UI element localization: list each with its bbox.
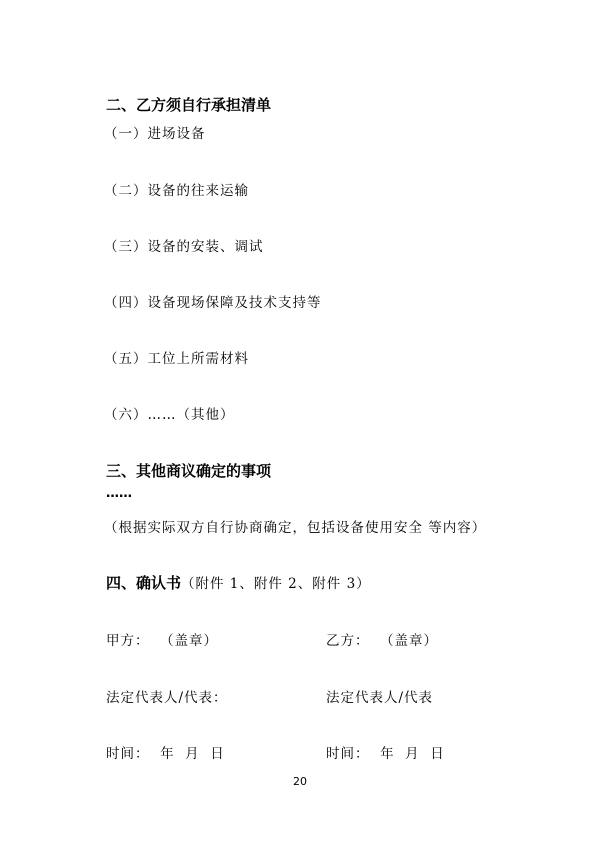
section-3-title: 三、其他商议确定的事项: [106, 462, 272, 480]
list-item: （一）进场设备: [104, 126, 206, 142]
section-4-line: [106, 572, 371, 593]
representative-a: 法定代表人/代表：: [106, 690, 228, 706]
party-a-seal: （盖章）: [160, 633, 218, 649]
section-4-title: 四、确认书: [106, 574, 182, 592]
list-item: （六）……（其他）: [104, 407, 235, 423]
section-4-attachments: （附件 1、附件 2、附件 3）: [181, 576, 371, 592]
page-number: 20: [293, 775, 307, 788]
list-item: （五）工位上所需材料: [104, 351, 249, 367]
representative-b: 法定代表人/代表: [326, 690, 434, 706]
time-b: 时间： 年 月 日: [326, 746, 445, 762]
party-a-label: 甲方：: [106, 633, 150, 649]
list-item: （二）设备的往来运输: [104, 183, 249, 199]
party-b-label: 乙方：: [326, 633, 370, 649]
list-item: （三）设备的安装、调试: [104, 239, 264, 255]
section-3-ellipsis: ……: [106, 486, 132, 501]
time-a: 时间： 年 月 日: [106, 746, 225, 762]
section-2-title: 二、乙方须自行承担清单: [106, 96, 272, 114]
list-item: （四）设备现场保障及技术支持等: [104, 295, 322, 311]
party-b-seal: （盖章）: [380, 633, 438, 649]
section-3-note: （根据实际双方自行协商确定，包括设备使用安全 等内容）: [104, 520, 487, 536]
